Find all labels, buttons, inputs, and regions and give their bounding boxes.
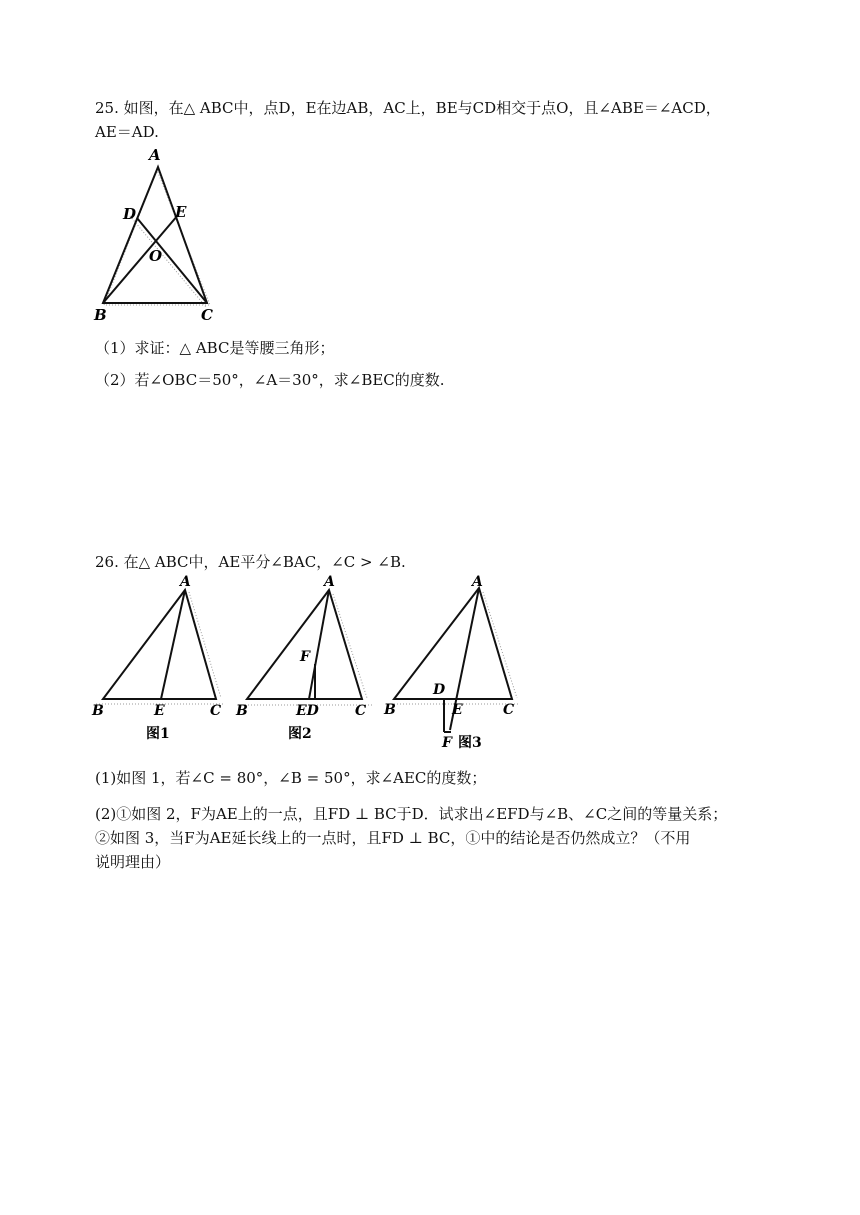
fig2-label-f: F (300, 649, 310, 665)
q25-segment-cd (137, 218, 207, 303)
q25-label-e: E (175, 203, 187, 221)
q25-label-c: C (201, 306, 213, 324)
fig1-label-e: E (154, 703, 165, 719)
q26-part2a: (2)①如图 2，F为AE上的一点，且FD ⊥ BC于D．试求出∠EFD与∠B、∠C之间的等量关系； (95, 805, 728, 823)
q25-triangle-figure (85, 140, 225, 325)
fig3-label-c: C (503, 702, 515, 718)
q26-figure-2 (232, 572, 377, 747)
fig3-triangle-abc (394, 588, 512, 699)
fig3-label-e: E (452, 702, 463, 718)
fig2-label-b: B (236, 703, 248, 719)
fig2-triangle-abc (247, 590, 362, 699)
q25-label-b: B (94, 306, 107, 324)
fig3-label-a: A (472, 574, 483, 590)
q26-part2c: 说明理由） (95, 853, 171, 871)
fig1-caption: 图1 (146, 726, 170, 742)
q25-label-o: O (149, 247, 163, 265)
q25-stem-line2: AE＝AD. (95, 123, 159, 141)
q26-figure-3 (380, 572, 525, 752)
fig3-label-d: D (433, 682, 446, 698)
q25-stem-line1: 25. 如图，在△ ABC中，点D，E在边AB，AC上，BE与CD相交于点O，且∠ABE＝∠ACD， (95, 99, 721, 117)
q26-part1: (1)如图 1，若∠C = 80°，∠B = 50°，求∠AEC的度数； (95, 769, 487, 787)
q26-part2b: ②如图 3，当F为AE延长线上的一点时，且FD ⊥ BC，①中的结论是否仍然成立？（不用 (95, 829, 691, 847)
fig2-label-c: C (355, 703, 367, 719)
fig1-label-b: B (92, 703, 104, 719)
q25-label-d: D (123, 205, 137, 223)
fig1-label-a: A (180, 574, 191, 590)
fig2-label-a: A (324, 574, 335, 590)
fig2-caption: 图2 (288, 726, 312, 742)
fig2-label-ed: ED (296, 703, 319, 719)
fig3-caption: 图3 (458, 735, 482, 751)
fig1-triangle-abc (103, 590, 216, 699)
q26-figure-1 (88, 572, 228, 747)
q25-part2: （2）若∠OBC＝50°，∠A＝30°，求∠BEC的度数. (95, 371, 445, 389)
q25-segment-be (103, 215, 178, 303)
q25-label-a: A (149, 146, 161, 164)
q25-part1: （1）求证：△ ABC是等腰三角形； (95, 339, 335, 357)
q26-stem: 26. 在△ ABC中，AE平分∠BAC，∠C > ∠B. (95, 553, 406, 571)
fig3-label-b: B (384, 702, 396, 718)
fig3-label-f: F (442, 735, 452, 751)
fig2-segment-ae (309, 590, 329, 699)
fig1-label-c: C (210, 703, 222, 719)
